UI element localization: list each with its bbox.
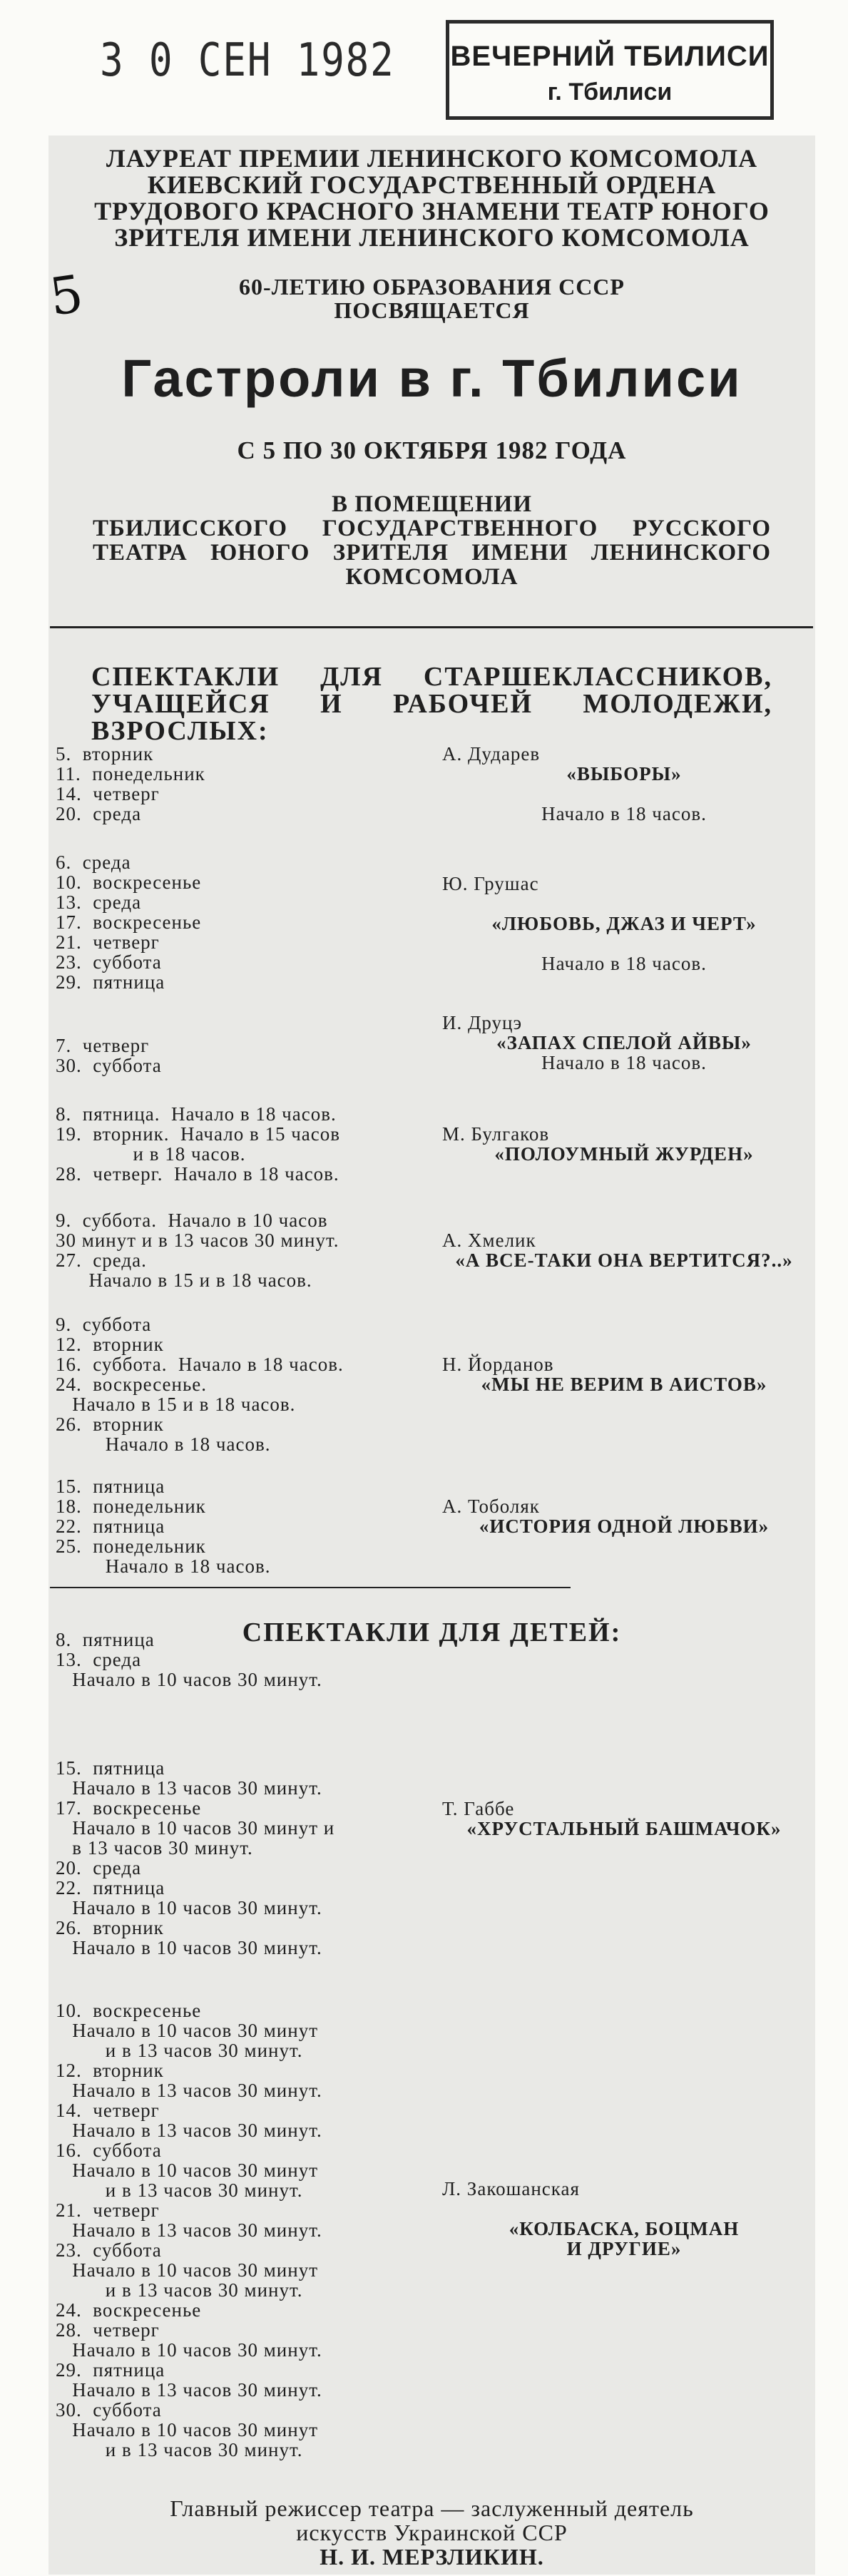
adult-schedule — [56, 1476, 270, 1576]
schedule-line: 18. понедельник — [56, 1496, 206, 1517]
footer — [48, 2496, 815, 2569]
play-author: А. Дударев — [442, 743, 541, 765]
schedule-line: 11. понедельник — [56, 763, 205, 784]
play-author: А. Хмелик — [442, 1230, 536, 1251]
schedule-line: 20. среда — [56, 803, 142, 824]
schedule-line: 20. среда — [56, 1857, 142, 1879]
schedule-line: 30. суббота — [56, 2399, 162, 2421]
schedule-line: Начало в 13 часов 30 минут. — [56, 2379, 322, 2401]
newspaper-name: ВЕЧЕРНИЙ ТБИЛИСИ — [450, 41, 770, 72]
schedule-line: 30. суббота — [56, 1055, 162, 1076]
schedule-line: 12. вторник — [56, 2060, 164, 2081]
play-author: Ю. Грушас — [442, 873, 539, 894]
play-title: «ЛЮБОВЬ, ДЖАЗ И ЧЕРТ» — [491, 913, 757, 934]
schedule-line: Начало в 18 часов. — [56, 1433, 271, 1455]
schedule-line: 16. суббота — [56, 2140, 162, 2161]
schedule-line: 14. четверг — [56, 783, 160, 804]
children-schedule — [56, 1630, 322, 1690]
schedule-line: 30 минут и в 13 часов 30 минут. — [56, 1230, 339, 1251]
divider — [50, 626, 813, 628]
adult-schedule — [56, 744, 205, 824]
play-title: «ПОЛОУМНЫЙ ЖУРДЕН» — [494, 1143, 754, 1165]
schedule-line: Начало в 10 часов 30 минут. — [56, 2339, 322, 2361]
theatre-header — [48, 145, 815, 251]
schedule-line: 21. четверг — [56, 2199, 160, 2221]
venue-line: ТЕАТРА ЮНОГО ЗРИТЕЛЯ ИМЕНИ ЛЕНИНСКОГО — [93, 540, 771, 566]
schedule-line: 13. среда — [56, 1649, 142, 1670]
schedule-line: 28. четверг. Начало в 18 часов. — [56, 1163, 339, 1185]
schedule-line: 14. четверг — [56, 2100, 160, 2121]
dedication-line: 60-ЛЕТИЮ ОБРАЗОВАНИЯ СССР — [239, 274, 625, 300]
play-start-time: Начало в 18 часов. — [541, 1052, 707, 1073]
tour-dates: С 5 ПО 30 ОКТЯБРЯ 1982 ГОДА — [237, 436, 627, 464]
play-title: И ДРУГИЕ» — [566, 2238, 682, 2259]
dedication — [48, 275, 815, 322]
schedule-line: Начало в 13 часов 30 минут. — [56, 1777, 322, 1799]
play-author: И. Друцэ — [442, 1012, 523, 1033]
schedule-line: 28. четверг — [56, 2319, 160, 2341]
schedule-line: 25. понедельник — [56, 1535, 206, 1557]
adult-play — [442, 1013, 806, 1073]
divider — [50, 1587, 571, 1588]
adult-play — [442, 744, 806, 824]
play-title: «ВЫБОРЫ» — [566, 763, 682, 784]
schedule-line: в 13 часов 30 минут. — [56, 1837, 253, 1859]
play-author: М. Булгаков — [442, 1123, 550, 1145]
play-author: А. Тоболяк — [442, 1496, 540, 1517]
venue-line: ТБИЛИССКОГО ГОСУДАРСТВЕННОГО РУССКОГО — [93, 516, 771, 541]
section-title-adult — [48, 663, 815, 745]
schedule-line: 8. пятница. Начало в 18 часов. — [56, 1103, 337, 1125]
schedule-line: 27. среда. — [56, 1249, 147, 1271]
play-title: «ЗАПАХ СПЕЛОЙ АЙВЫ» — [496, 1032, 752, 1053]
play-start-time: Начало в 18 часов. — [541, 803, 707, 824]
schedule-line: Начало в 10 часов 30 минут — [56, 2160, 319, 2181]
schedule-line: 12. вторник — [56, 1334, 164, 1355]
play-spacer — [442, 894, 806, 914]
newspaper-stamp — [446, 20, 774, 120]
play-start-time: Начало в 18 часов. — [541, 953, 707, 974]
adult-play — [442, 874, 806, 973]
schedule-line: Начало в 13 часов 30 минут. — [56, 2219, 322, 2241]
schedule-line: 9. суббота — [56, 1314, 152, 1335]
schedule-line: Начало в 10 часов 30 минут. — [56, 1897, 322, 1918]
adult-schedule — [56, 1210, 339, 1290]
header-line: ЛАУРЕАТ ПРЕМИИ ЛЕНИНСКОГО КОМСОМОЛА — [106, 144, 758, 173]
schedule-line: Начало в 15 и в 18 часов. — [56, 1269, 312, 1291]
director-name: Н. И. МЕРЗЛИКИН. — [320, 2544, 544, 2570]
schedule-line: 23. суббота — [56, 2239, 162, 2261]
schedule-line: Начало в 10 часов 30 минут — [56, 2259, 319, 2281]
schedule-line: 10. воскресенье — [56, 2000, 202, 2021]
schedule-line: Начало в 10 часов 30 минут. — [56, 1937, 322, 1958]
adult-play — [442, 1354, 806, 1394]
adult-play — [442, 1124, 806, 1164]
adult-schedule — [56, 1314, 344, 1454]
schedule-line: 5. вторник — [56, 743, 154, 765]
play-title: «А ВСЕ-ТАКИ ОНА ВЕРТИТСЯ?..» — [455, 1249, 793, 1271]
schedule-line: Начало в 13 часов 30 минут. — [56, 2120, 322, 2141]
adult-schedule — [56, 1104, 340, 1184]
play-spacer — [442, 934, 806, 954]
schedule-line: 10. воскресенье — [56, 872, 202, 893]
schedule-line: Начало в 10 часов 30 минут и — [56, 1817, 335, 1839]
play-spacer — [442, 784, 806, 804]
children-schedule — [56, 2000, 322, 2460]
schedule-line: Начало в 10 часов 30 минут — [56, 2020, 319, 2041]
schedule-line: Начало в 13 часов 30 минут. — [56, 2080, 322, 2101]
adult-schedule — [56, 1036, 162, 1075]
schedule-line: 19. вторник. Начало в 15 часов — [56, 1123, 341, 1145]
header-line: ТРУДОВОГО КРАСНОГО ЗНАМЕНИ ТЕАТР ЮНОГО — [94, 197, 770, 225]
schedule-line: Начало в 18 часов. — [56, 1555, 271, 1577]
schedule-line: 21. четверг — [56, 931, 160, 953]
venue-line: КОМСОМОЛА — [345, 564, 518, 590]
schedule-line: 29. пятница — [56, 2359, 165, 2381]
adult-play — [442, 1496, 806, 1536]
children-play — [442, 1799, 806, 1839]
schedule-line: 8. пятница — [56, 1629, 155, 1650]
schedule-line: и в 18 часов. — [56, 1143, 246, 1165]
page-title: Гастроли в г. Тбилиси — [121, 349, 742, 408]
header-line: ЗРИТЕЛЯ ИМЕНИ ЛЕНИНСКОГО КОМСОМОЛА — [114, 223, 750, 252]
section-title-children: СПЕКТАКЛИ ДЛЯ ДЕТЕЙ: — [242, 1617, 622, 1647]
newspaper-city: г. Тбилиси — [547, 78, 673, 106]
date-stamp: 3 0 СЕН 1982 — [100, 34, 395, 87]
schedule-line: 7. четверг — [56, 1035, 150, 1056]
schedule-line: и в 13 часов 30 минут. — [56, 2179, 303, 2201]
adult-play — [442, 1230, 806, 1270]
schedule-line: 29. пятница — [56, 971, 165, 993]
schedule-line: 26. вторник — [56, 1414, 164, 1435]
children-schedule — [56, 1758, 334, 1958]
play-title: «ИСТОРИЯ ОДНОЙ ЛЮБВИ» — [479, 1516, 770, 1537]
handwritten-mark: 5 — [46, 263, 87, 327]
play-author: Т. Габбе — [442, 1798, 515, 1819]
adult-schedule — [56, 852, 201, 992]
play-title: «ХРУСТАЛЬНЫЙ БАШМАЧОК» — [466, 1818, 782, 1839]
play-title: «КОЛБАСКА, БОЦМАН — [509, 2218, 740, 2239]
dedication-line: ПОСВЯЩАЕТСЯ — [334, 297, 530, 323]
schedule-line: и в 13 часов 30 минут. — [56, 2040, 303, 2061]
schedule-line: 16. суббота. Начало в 18 часов. — [56, 1354, 344, 1375]
children-play — [442, 2179, 806, 2259]
schedule-line: и в 13 часов 30 минут. — [56, 2439, 303, 2460]
schedule-line: 24. воскресенье — [56, 2299, 202, 2321]
play-title: «МЫ НЕ ВЕРИМ В АИСТОВ» — [481, 1374, 767, 1395]
schedule-line: 26. вторник — [56, 1917, 164, 1938]
schedule-line: 17. воскресенье — [56, 1797, 202, 1819]
schedule-line: 17. воскресенье — [56, 911, 202, 933]
section-title-line: УЧАЩЕЙСЯ И РАБОЧЕЙ МОЛОДЕЖИ, ВЗРОСЛЫХ: — [91, 689, 772, 746]
schedule-line: 15. пятница — [56, 1476, 165, 1497]
play-author: Л. Закошанская — [442, 2178, 580, 2199]
schedule-line: Начало в 15 и в 18 часов. — [56, 1394, 296, 1415]
schedule-line: 22. пятница — [56, 1877, 165, 1898]
section-title-line: СПЕКТАКЛИ ДЛЯ СТАРШЕКЛАССНИКОВ, — [91, 662, 772, 692]
play-spacer — [442, 2199, 806, 2219]
schedule-line: 22. пятница — [56, 1516, 165, 1537]
footer-line: искусств Украинской ССР — [296, 2520, 568, 2545]
schedule-line: 23. суббота — [56, 951, 162, 973]
header-line: КИЕВСКИЙ ГОСУДАРСТВЕННЫЙ ОРДЕНА — [147, 170, 717, 199]
schedule-line: 6. среда — [56, 852, 131, 873]
schedule-line: 9. суббота. Начало в 10 часов — [56, 1210, 328, 1231]
venue — [48, 492, 815, 589]
play-author: Н. Йорданов — [442, 1354, 554, 1375]
schedule-line: 13. среда — [56, 891, 142, 913]
footer-line: Главный режиссер театра — заслуженный деятель — [170, 2495, 694, 2521]
schedule-line: 15. пятница — [56, 1757, 165, 1779]
venue-line: В ПОМЕЩЕНИИ — [331, 491, 532, 517]
schedule-line: Начало в 10 часов 30 минут — [56, 2419, 319, 2440]
schedule-line: 24. воскресенье. — [56, 1374, 208, 1395]
schedule-line: и в 13 часов 30 минут. — [56, 2279, 303, 2301]
schedule-line: Начало в 10 часов 30 минут. — [56, 1669, 322, 1690]
